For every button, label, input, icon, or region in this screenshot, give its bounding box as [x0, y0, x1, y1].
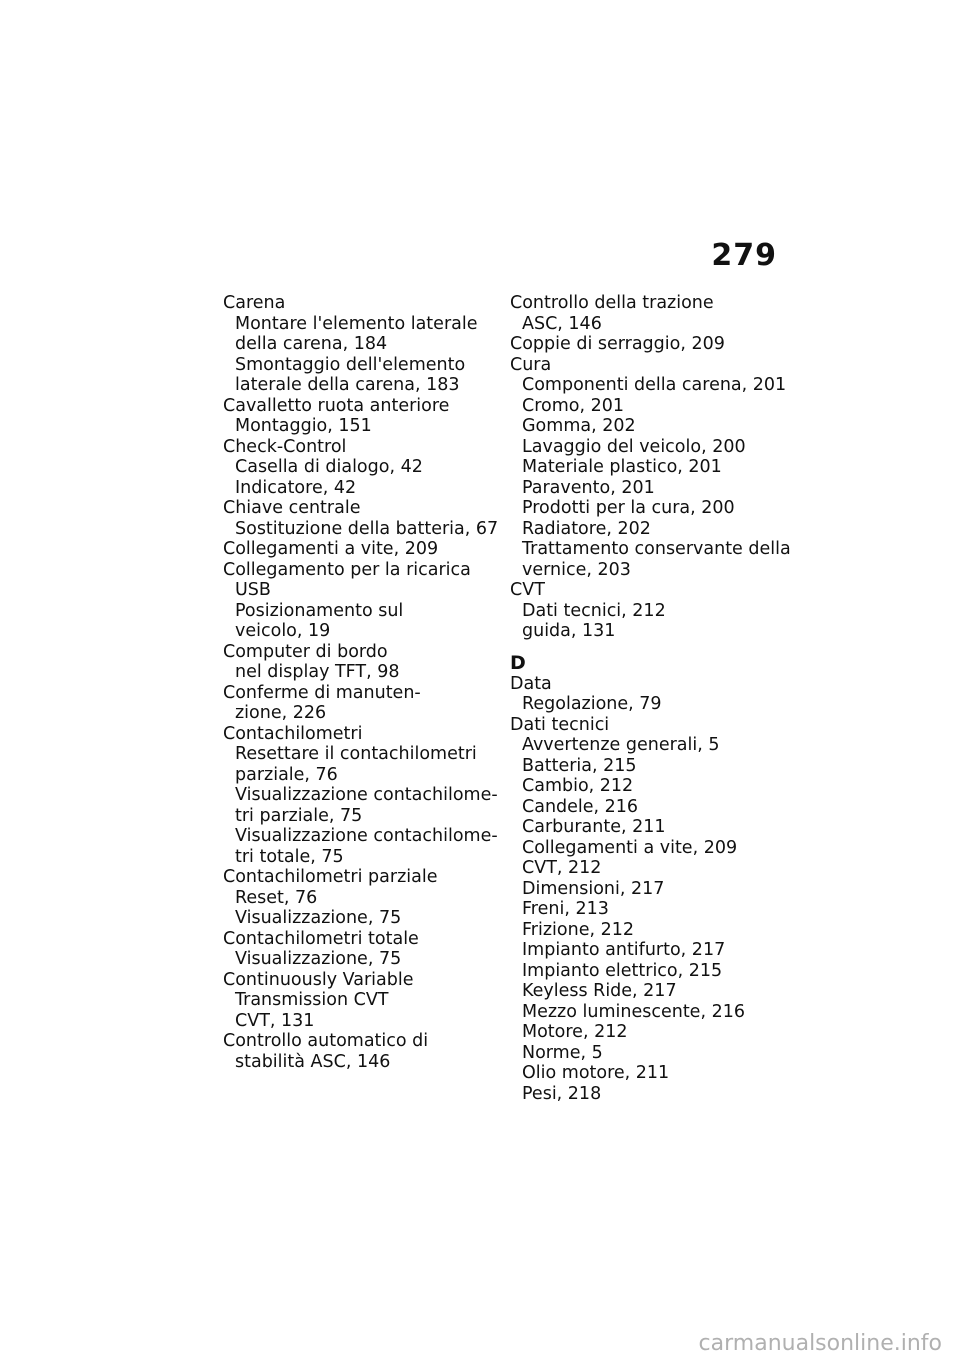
index-entry: Contachilometri: [223, 723, 363, 744]
index-entry: Dati tecnici: [510, 714, 610, 735]
index-subentry: della carena, 184: [235, 334, 388, 354]
index-subentry: Avvertenze generali, 5: [522, 735, 720, 755]
index-subentry: tri totale, 75: [235, 846, 344, 867]
index-subentry: Dimensioni, 217: [522, 878, 665, 899]
index-entry: Check-Control: [223, 436, 347, 457]
index-subentry: nel display TFT, 98: [235, 662, 400, 682]
index-entry: Cura: [510, 354, 552, 375]
index-entry: Contachilometri parziale: [223, 867, 438, 887]
index-subentry: Reset, 76: [235, 887, 318, 908]
index-subentry: Prodotti per la cura, 200: [522, 498, 735, 518]
index-subentry: stabilità ASC, 146: [235, 1051, 391, 1072]
index-entry: Data: [510, 673, 552, 694]
index-subentry: vernice, 203: [522, 559, 631, 580]
index-subentry: zione, 226: [235, 703, 327, 723]
index-entry: CVT: [510, 580, 545, 600]
index-subentry: Paravento, 201: [522, 477, 655, 498]
index-subentry: Montare l'elemento laterale: [235, 313, 478, 334]
index-subentry: Gomma, 202: [522, 416, 636, 436]
index-subentry: Collegamenti a vite, 209: [522, 837, 738, 858]
index-column-left: [223, 293, 498, 1072]
index-entry: Coppie di serraggio, 209: [510, 334, 725, 354]
index-entry: Collegamento per la ricarica: [223, 559, 471, 580]
index-subentry: CVT, 212: [522, 858, 602, 878]
index-subentry: guida, 131: [522, 621, 616, 641]
index-entry: Conferme di manuten-: [223, 682, 421, 703]
index-subentry: Transmission CVT: [235, 990, 389, 1010]
index-subentry: Materiale plastico, 201: [522, 457, 722, 477]
index-subentry: Cambio, 212: [522, 776, 634, 796]
index-subentry: Visualizzazione contachilome-: [235, 826, 498, 846]
index-subentry: USB: [235, 580, 271, 600]
index-subentry: Visualizzazione contachilome-: [235, 785, 498, 805]
index-subentry: Dati tecnici, 212: [522, 600, 666, 621]
index-subentry: Candele, 216: [522, 796, 639, 817]
index-entry: Cavalletto ruota anteriore: [223, 395, 450, 416]
index-subentry: Trattamento conservante della: [522, 539, 791, 559]
index-subentry: Keyless Ride, 217: [522, 981, 677, 1001]
index-subentry: tri parziale, 75: [235, 805, 363, 826]
index-subentry: parziale, 76: [235, 764, 338, 785]
index-subentry: Norme, 5: [522, 1042, 603, 1063]
index-entry: Controllo della trazione: [510, 293, 714, 313]
index-subentry: Olio motore, 211: [522, 1063, 670, 1083]
index-subentry: Motore, 212: [522, 1022, 628, 1042]
index-subentry: Impianto elettrico, 215: [522, 960, 723, 981]
index-entry: Carena: [223, 293, 286, 313]
index-entry: Computer di bordo: [223, 641, 388, 662]
index-entry: Chiave centrale: [223, 498, 361, 518]
index-entry: Contachilometri totale: [223, 928, 419, 949]
index-subentry: Frizione, 212: [522, 919, 634, 940]
index-subentry: Pesi, 218: [522, 1083, 602, 1104]
index-subentry: Mezzo luminescente, 216: [522, 1001, 745, 1022]
index-subentry: Casella di dialogo, 42: [235, 457, 423, 477]
index-subentry: Visualizzazione, 75: [235, 949, 402, 969]
index-subentry: Indicatore, 42: [235, 477, 357, 498]
index-subentry: CVT, 131: [235, 1010, 315, 1031]
index-subentry: veicolo, 19: [235, 621, 331, 641]
index-subentry: Cromo, 201: [522, 395, 625, 416]
index-subentry: Freni, 213: [522, 899, 609, 919]
index-subentry: Posizionamento sul: [235, 600, 404, 621]
index-subentry: Montaggio, 151: [235, 416, 372, 436]
page-number: 279: [711, 238, 777, 273]
index-subentry: Impianto antifurto, 217: [522, 940, 726, 960]
index-subentry: Resettare il contachilometri: [235, 744, 477, 764]
index-subentry: Smontaggio dell'elemento: [235, 354, 466, 375]
index-entry: Continuously Variable: [223, 969, 414, 990]
index-entry: Controllo automatico di: [223, 1031, 429, 1051]
index-column-right: [510, 293, 790, 1104]
index-subentry: Componenti della carena, 201: [522, 375, 787, 395]
index-subentry: Lavaggio del veicolo, 200: [522, 436, 746, 457]
index-subentry: Regolazione, 79: [522, 694, 662, 714]
watermark: carmanualsonline.info: [698, 1331, 942, 1356]
index-subentry: Sostituzione della batteria, 67: [235, 518, 499, 539]
index-subentry: Visualizzazione, 75: [235, 908, 402, 928]
index-subentry: Batteria, 215: [522, 755, 637, 776]
index-subentry: Radiatore, 202: [522, 518, 651, 539]
index-subentry: laterale della carena, 183: [235, 375, 460, 395]
index-subentry: Carburante, 211: [522, 817, 666, 837]
index-subentry: ASC, 146: [522, 313, 602, 334]
index-entry: Collegamenti a vite, 209: [223, 539, 439, 559]
index-letter-heading: D: [510, 651, 526, 674]
